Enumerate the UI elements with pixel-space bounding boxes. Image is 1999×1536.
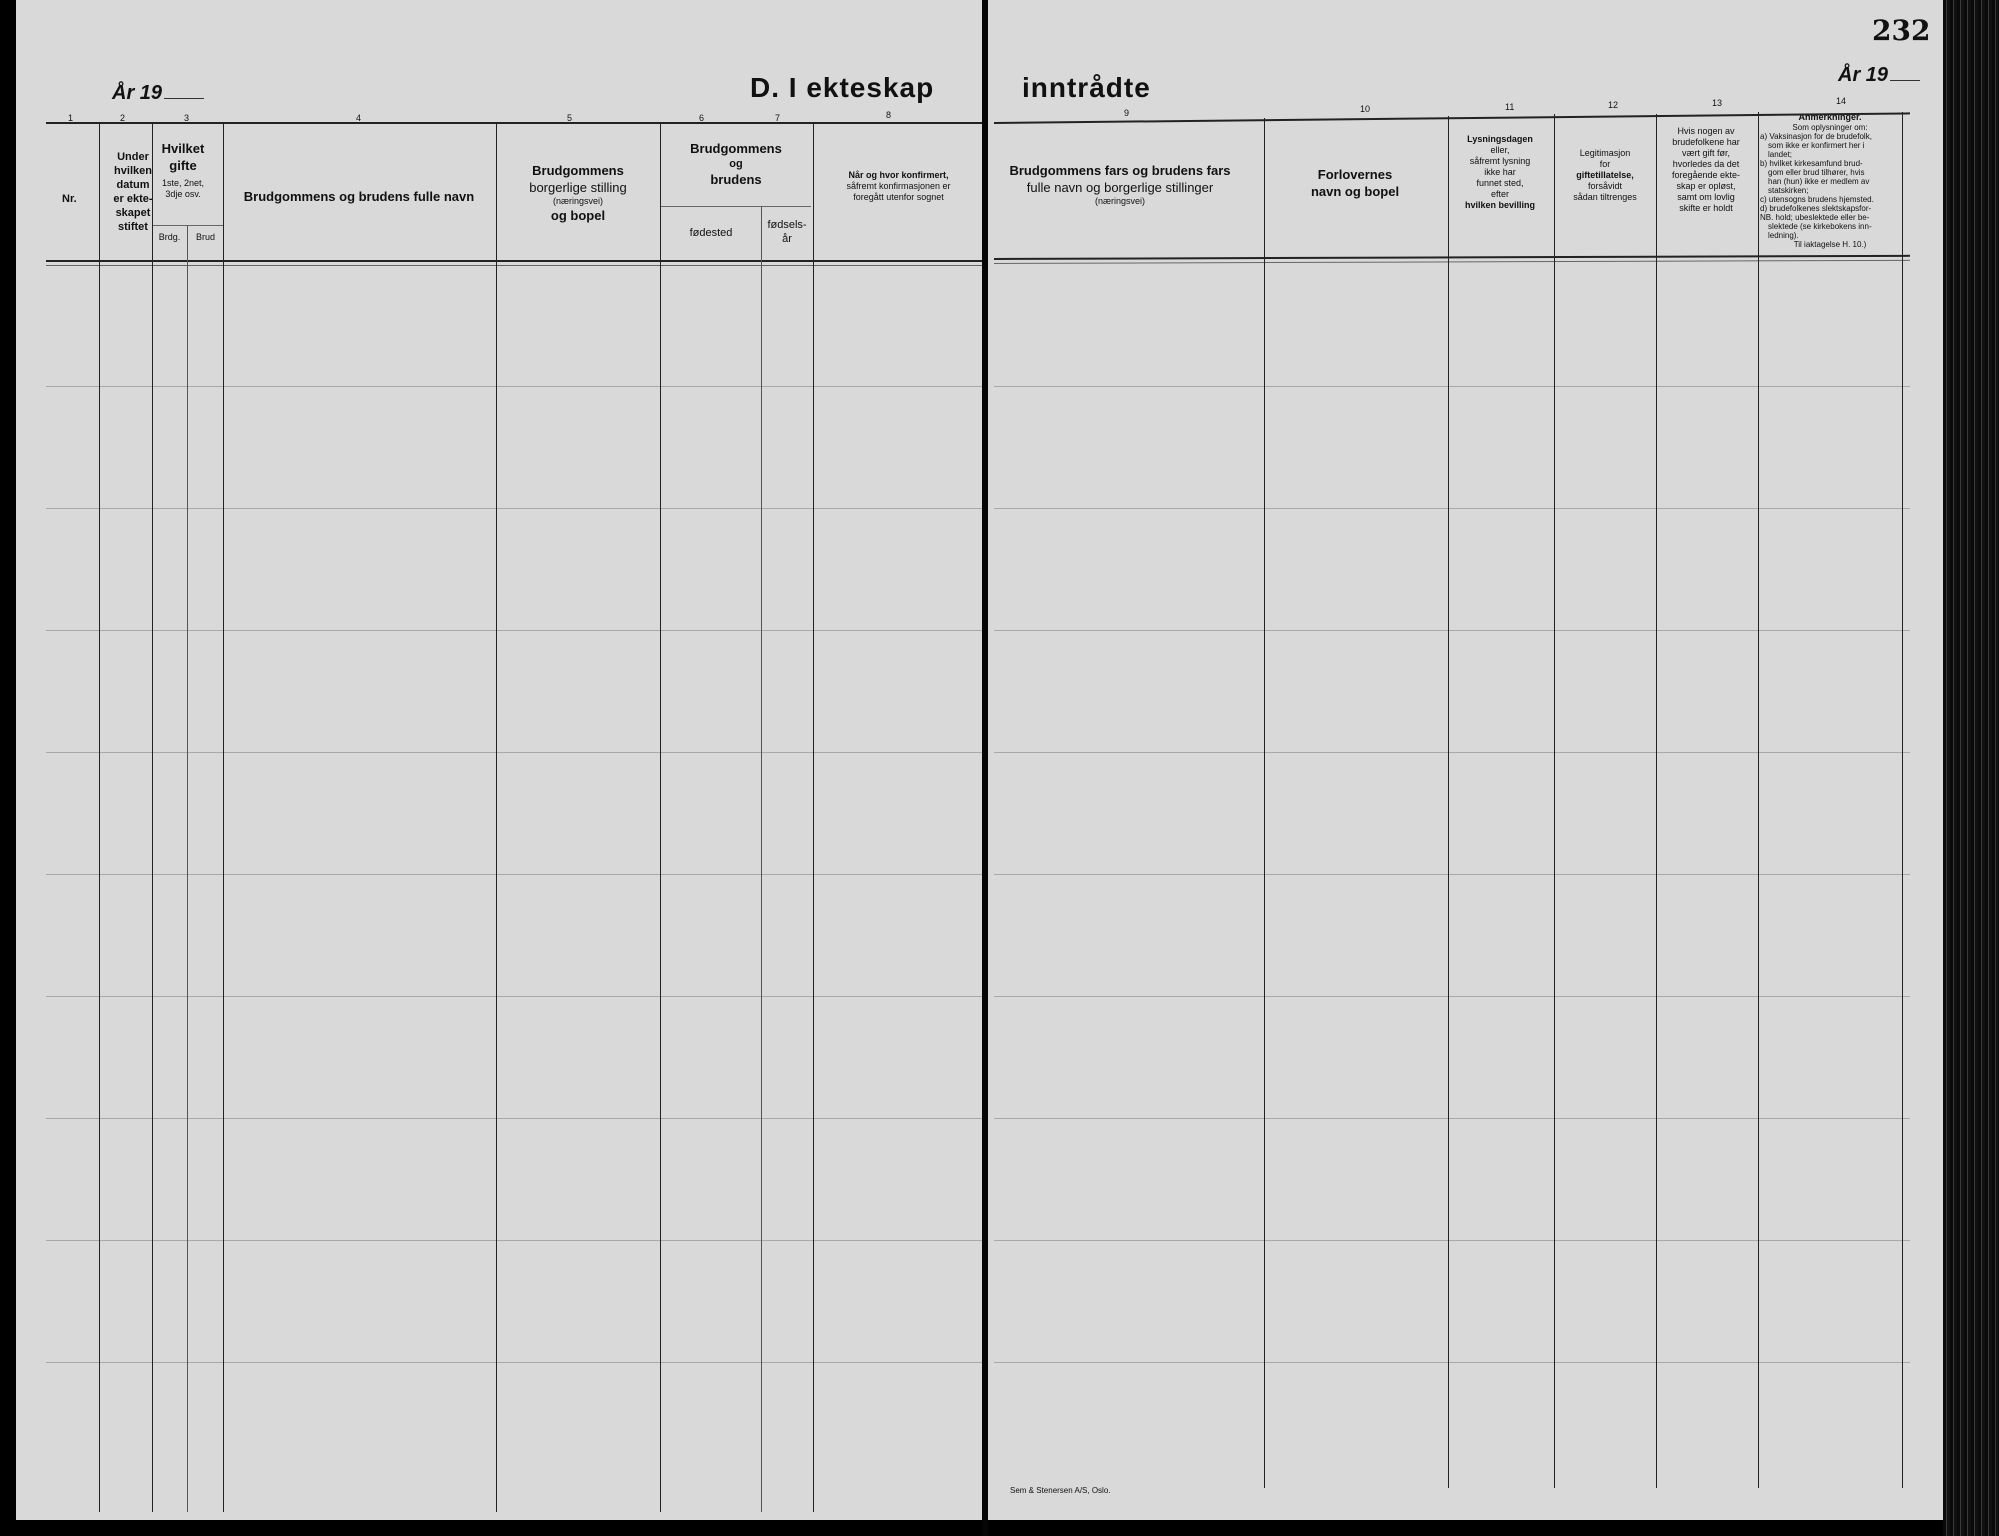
column-number: 6 [699,113,705,123]
header-brud: Brud [195,232,215,242]
row-divider [994,630,1910,631]
right-page [988,0,1943,1520]
header-birth: Brudgommens og brudens [690,141,782,187]
row-divider [994,508,1910,509]
row-divider [994,1362,1910,1363]
row-divider [994,1240,1910,1241]
column-number: 3 [184,113,190,123]
column-number: 2 [120,113,126,123]
row-divider [994,386,1910,387]
column-divider [187,225,188,1512]
married-sub-rule [153,225,223,226]
column-number: 10 [1360,104,1371,114]
header-married: Hvilket gifte [161,141,205,173]
birth-sub-rule [661,206,811,207]
header-confirmation: Når og hvor konfirmert, såfremt konfirmasjonen er foregått utenfor sognet [846,170,951,202]
year-label: År 19 [1838,64,1920,87]
header-birthyear: fødsels- år [767,219,807,245]
header-names: Brudgommens og brudens fulle navn [243,189,475,204]
column-number: 14 [1836,96,1847,106]
column-number: 8 [886,110,892,120]
printer-imprint: Sem & Stenersen A/S, Oslo. [1010,1486,1111,1495]
column-number: 13 [1712,98,1723,108]
header-top-rule [46,122,982,124]
row-divider [994,752,1910,753]
header-bottom-rule [994,255,1910,260]
page-title: D. I ekteskap [750,72,935,103]
header-banns: Lysningsdagen eller, såfremt lysning ikke har funnet sted, efter hvilken bevilling [1464,134,1536,210]
column-divider [152,122,153,1512]
year-label: År 19 [112,82,204,105]
page-title: inntrådte [1022,72,1151,103]
column-divider [223,122,224,1512]
header-bottom-rule-2 [994,260,1910,264]
column-divider [1902,112,1903,1488]
row-divider [994,874,1910,875]
header-legitimation: Legitimasjon for giftetillatelse, forsåvidt sådan tiltrenges [1573,148,1637,202]
column-divider [1656,114,1657,1488]
column-divider [1758,112,1759,1488]
column-divider [761,206,762,1512]
column-divider [99,122,100,1512]
header-previous-marriage: Hvis nogen av brudefolkene har vært gift før, hvorledes da det foregående ekte- skap er opløst, samt om lovlig skifte er holdt [1671,126,1741,213]
column-number: 11 [1505,102,1515,112]
column-divider [1554,114,1555,1488]
column-divider [1264,118,1265,1488]
column-divider [660,122,661,1512]
header-birthplace: fødested [689,227,733,239]
column-number: 7 [775,113,781,123]
column-divider [1448,116,1449,1488]
column-number: 4 [356,113,362,123]
header-brdg: Brdg. [158,232,181,242]
header-remarks: Anmerkninger. Som oplysninger om: a) Vaksinasjon for de brudefolk, som ikke er konfirmert her i landet; b) hvilket kirkesamfund brud- gom eller brud tilhører, hvis han (hun) ikke er medlem av statskirken; c) utensogns brudens hjemsted. d) brudefolkenes slektskapsfor- NB. hold; ubeslektede eller be- slektede (se kirkebokens inn- ledning). Til iaktagelse H. 10.) [1760,112,1874,249]
column-number: 1 [68,113,74,123]
header-date: Under hvilken datum er ekte- skapet stiftet [113,151,153,233]
row-divider [994,1118,1910,1119]
header-witnesses: Forlovernes navn og bopel [1310,167,1400,199]
column-divider [496,122,497,1512]
page-number: 232 [1872,14,1931,47]
row-divider [994,996,1910,997]
header-married-sub: 1ste, 2net, 3dje osv. [161,178,205,199]
column-number: 5 [567,113,573,123]
column-divider [813,122,814,1512]
page-edges [1943,0,1999,1536]
header-occupation: Brudgommens borgerlige stilling (næringsvei) og bopel [529,163,627,223]
header-nr: Nr. [62,193,77,205]
left-page [16,0,982,1520]
header-fathers: Brudgommens fars og brudens fars fulle navn og borgerlige stillinger (næringsvei) [1009,163,1231,206]
column-number: 12 [1608,100,1619,110]
column-number: 9 [1124,108,1130,118]
